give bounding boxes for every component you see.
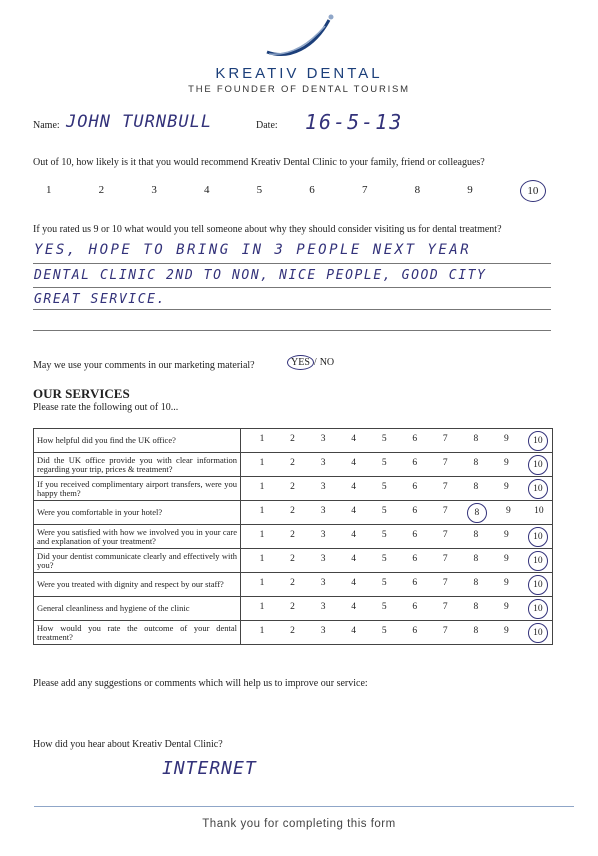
recommend-scale (46, 184, 546, 202)
recommend-option-5[interactable]: 5 (256, 184, 263, 196)
service-rating-scale (241, 573, 553, 597)
rating-option[interactable]: 6 (412, 433, 418, 444)
rating-options (241, 458, 552, 472)
service-row (34, 573, 553, 597)
recommend-option-3[interactable]: 3 (151, 184, 157, 196)
marketing-yes-selected[interactable]: YES (287, 355, 314, 370)
service-row (34, 429, 553, 453)
testimonial-line-3[interactable]: GREAT SERVICE. (34, 292, 166, 307)
service-question: Were you satisfied with how we involved you in your care and explanation of your treatment? (34, 525, 241, 549)
marketing-no[interactable]: NO (319, 357, 335, 368)
rating-option[interactable]: 1 (259, 481, 265, 492)
date-label: Date: (256, 120, 278, 131)
rating-option[interactable]: 6 (412, 505, 418, 516)
rating-option[interactable]: 6 (412, 457, 418, 468)
rating-option[interactable]: 6 (412, 601, 418, 612)
rating-option-selected[interactable]: 10 (528, 455, 548, 475)
rating-option[interactable]: 5 (381, 625, 387, 636)
rating-option[interactable]: 2 (290, 577, 295, 588)
recommend-option-6[interactable]: 6 (309, 184, 315, 196)
rating-option[interactable]: 6 (412, 481, 418, 492)
recommend-option-10-selected[interactable]: 10 (520, 180, 546, 202)
rating-option[interactable]: 7 (442, 577, 448, 588)
rating-option[interactable]: 7 (442, 433, 448, 444)
rating-option[interactable]: 1 (259, 577, 265, 588)
rating-option[interactable]: 3 (320, 625, 326, 636)
source-question: How did you hear about Kreativ Dental Clinic? (33, 739, 223, 750)
rating-option-selected[interactable]: 10 (528, 479, 548, 499)
rating-option[interactable]: 4 (351, 553, 357, 564)
marketing-separator: / (313, 357, 317, 368)
rating-options (241, 554, 552, 568)
rating-option[interactable]: 4 (351, 529, 357, 540)
rating-option[interactable]: 9 (506, 505, 511, 516)
rating-option[interactable]: 3 (320, 505, 326, 516)
recommend-option-7[interactable]: 7 (361, 184, 368, 196)
rating-option[interactable]: 3 (320, 553, 326, 564)
rating-option[interactable]: 3 (320, 529, 326, 540)
rating-option[interactable]: 9 (504, 481, 509, 492)
recommend-option-9[interactable]: 9 (467, 184, 473, 196)
rating-option[interactable]: 4 (351, 433, 357, 444)
rating-option[interactable]: 3 (320, 457, 326, 468)
service-question: If you received complimentary airport transfers, were you happy them? (34, 477, 241, 501)
rating-option[interactable]: 5 (381, 529, 387, 540)
rating-option[interactable]: 6 (412, 529, 418, 540)
service-rating-scale (241, 453, 553, 477)
rating-option[interactable]: 8 (473, 577, 479, 588)
rating-option[interactable]: 6 (412, 577, 418, 588)
rating-option[interactable]: 7 (442, 505, 448, 516)
service-rating-scale (241, 597, 553, 621)
recommend-option-1[interactable]: 1 (46, 184, 52, 196)
rating-option[interactable]: 5 (381, 601, 387, 612)
answer-line (33, 263, 551, 264)
brand-tagline: THE FOUNDER OF DENTAL TOURISM (188, 84, 410, 95)
service-row (34, 621, 553, 645)
rating-options (241, 530, 552, 544)
rating-option-selected[interactable]: 8 (467, 503, 487, 523)
rating-option[interactable]: 9 (504, 625, 509, 636)
answer-line (33, 330, 551, 331)
services-title: OUR SERVICES (33, 386, 130, 401)
testimonial-question: If you rated us 9 or 10 what would you tell someone about why they should consider visiting us for dental treatment? (33, 224, 502, 235)
service-row (34, 525, 553, 549)
testimonial-line-2[interactable]: DENTAL CLINIC 2ND TO NON, NICE PEOPLE, GOOD CITY (34, 268, 487, 283)
rating-option[interactable]: 3 (320, 601, 326, 612)
rating-option[interactable]: 2 (290, 433, 295, 444)
recommend-option-8[interactable]: 8 (414, 184, 421, 196)
services-table (33, 428, 553, 645)
name-label: Name: (33, 120, 60, 131)
rating-option[interactable]: 2 (290, 625, 295, 636)
rating-option[interactable]: 2 (290, 481, 295, 492)
rating-option[interactable]: 7 (442, 601, 448, 612)
rating-option[interactable]: 1 (259, 529, 265, 540)
rating-options (241, 626, 552, 640)
rating-option-selected[interactable]: 10 (528, 599, 548, 619)
service-rating-scale (241, 477, 553, 501)
rating-option[interactable]: 7 (442, 481, 448, 492)
services-subtitle: Please rate the following out of 10... (33, 402, 179, 413)
service-question: Were you treated with dignity and respect by our staff? (34, 573, 241, 597)
rating-option[interactable]: 5 (381, 505, 387, 516)
swoosh-icon (259, 12, 339, 60)
rating-option-selected[interactable]: 10 (528, 527, 548, 547)
rating-option[interactable]: 9 (504, 601, 509, 612)
recommend-question: Out of 10, how likely is it that you would recommend Kreativ Dental Clinic to your family, friend or colleagues? (33, 157, 485, 168)
marketing-question: May we use your comments in our marketing material? (33, 360, 255, 371)
rating-option[interactable]: 6 (412, 625, 418, 636)
rating-option[interactable]: 1 (259, 505, 265, 516)
rating-option-selected[interactable]: 10 (528, 551, 548, 571)
service-rating-scale (241, 429, 553, 453)
rating-option[interactable]: 2 (290, 457, 295, 468)
service-row (34, 549, 553, 573)
answer-line (33, 287, 551, 288)
rating-option[interactable]: 4 (351, 625, 357, 636)
logo-block (0, 12, 598, 95)
rating-option-selected[interactable]: 10 (528, 623, 548, 643)
rating-option[interactable]: 2 (290, 601, 295, 612)
rating-option[interactable]: 4 (351, 457, 357, 468)
service-question: How helpful did you find the UK office? (34, 429, 241, 453)
rating-option[interactable]: 1 (259, 553, 265, 564)
service-row (34, 477, 553, 501)
rating-option[interactable]: 5 (381, 457, 387, 468)
rating-option[interactable]: 7 (442, 529, 448, 540)
rating-option[interactable]: 8 (473, 457, 479, 468)
rating-options (241, 602, 552, 616)
rating-option[interactable]: 2 (290, 505, 295, 516)
service-rating-scale (241, 525, 553, 549)
rating-options (241, 506, 552, 520)
service-rating-scale (241, 501, 553, 525)
recommend-option-4[interactable]: 4 (203, 184, 210, 196)
service-rating-scale (241, 621, 553, 645)
service-question: Were you comfortable in your hotel? (34, 501, 241, 525)
marketing-answer (287, 355, 334, 370)
footer-text: Thank you for completing this form (202, 818, 396, 830)
rating-option-selected[interactable]: 10 (528, 431, 548, 451)
rating-option[interactable]: 4 (351, 505, 357, 516)
rating-option[interactable]: 1 (259, 625, 265, 636)
rating-option[interactable]: 6 (412, 553, 418, 564)
service-question: Did the UK office provide you with clear information regarding your trip, prices & treatment? (34, 453, 241, 477)
rating-option[interactable]: 1 (259, 433, 265, 444)
rating-option[interactable]: 3 (320, 433, 326, 444)
rating-option[interactable]: 5 (381, 481, 387, 492)
rating-option[interactable]: 1 (259, 457, 265, 468)
rating-option[interactable]: 7 (442, 625, 448, 636)
service-row (34, 453, 553, 477)
service-question: Did your dentist communicate clearly and effectively with you? (34, 549, 241, 573)
answer-line (33, 309, 551, 310)
rating-option[interactable]: 2 (290, 553, 295, 564)
name-field[interactable]: JOHN TURNBULL (66, 112, 213, 132)
suggestions-question: Please add any suggestions or comments which will help us to improve our service: (33, 678, 368, 689)
rating-option[interactable]: 3 (320, 577, 326, 588)
rating-option[interactable]: 3 (320, 481, 326, 492)
date-field[interactable]: 16-5-13 (305, 110, 404, 134)
rating-option[interactable]: 4 (351, 481, 357, 492)
rating-option[interactable]: 8 (473, 553, 479, 564)
rating-option[interactable]: 5 (381, 433, 387, 444)
rating-option[interactable]: 2 (290, 529, 295, 540)
rating-option[interactable]: 8 (473, 481, 479, 492)
rating-option[interactable]: 7 (442, 457, 448, 468)
rating-option[interactable]: 9 (504, 529, 509, 540)
service-row (34, 501, 553, 525)
service-row (34, 597, 553, 621)
rating-options (241, 434, 552, 448)
service-question: General cleanliness and hygiene of the clinic (34, 597, 241, 621)
rating-option[interactable]: 8 (473, 529, 479, 540)
rating-option[interactable]: 7 (442, 553, 448, 564)
rating-option[interactable]: 5 (381, 577, 387, 588)
rating-option[interactable]: 8 (473, 625, 479, 636)
rating-option[interactable]: 1 (259, 601, 265, 612)
rating-option[interactable]: 9 (504, 577, 509, 588)
rating-option[interactable]: 4 (351, 601, 357, 612)
brand-name: KREATIV DENTAL (215, 65, 383, 82)
rating-option[interactable]: 9 (504, 553, 509, 564)
rating-option[interactable]: 5 (381, 553, 387, 564)
rating-options (241, 578, 552, 592)
rating-option[interactable]: 9 (504, 457, 509, 468)
rating-option-selected[interactable]: 10 (528, 575, 548, 595)
rating-option[interactable]: 10 (534, 505, 544, 516)
service-rating-scale (241, 549, 553, 573)
testimonial-line-1[interactable]: YES, HOPE TO BRING IN 3 PEOPLE NEXT YEAR (34, 242, 472, 258)
rating-option[interactable]: 8 (473, 433, 479, 444)
service-question: How would you rate the outcome of your dental treatment? (34, 621, 241, 645)
rating-option[interactable]: 9 (504, 433, 509, 444)
rating-option[interactable]: 8 (473, 601, 479, 612)
rating-option[interactable]: 4 (351, 577, 357, 588)
recommend-option-2[interactable]: 2 (98, 184, 105, 196)
rating-options (241, 482, 552, 496)
source-answer[interactable]: INTERNET (162, 758, 257, 779)
footer-divider (34, 806, 574, 807)
